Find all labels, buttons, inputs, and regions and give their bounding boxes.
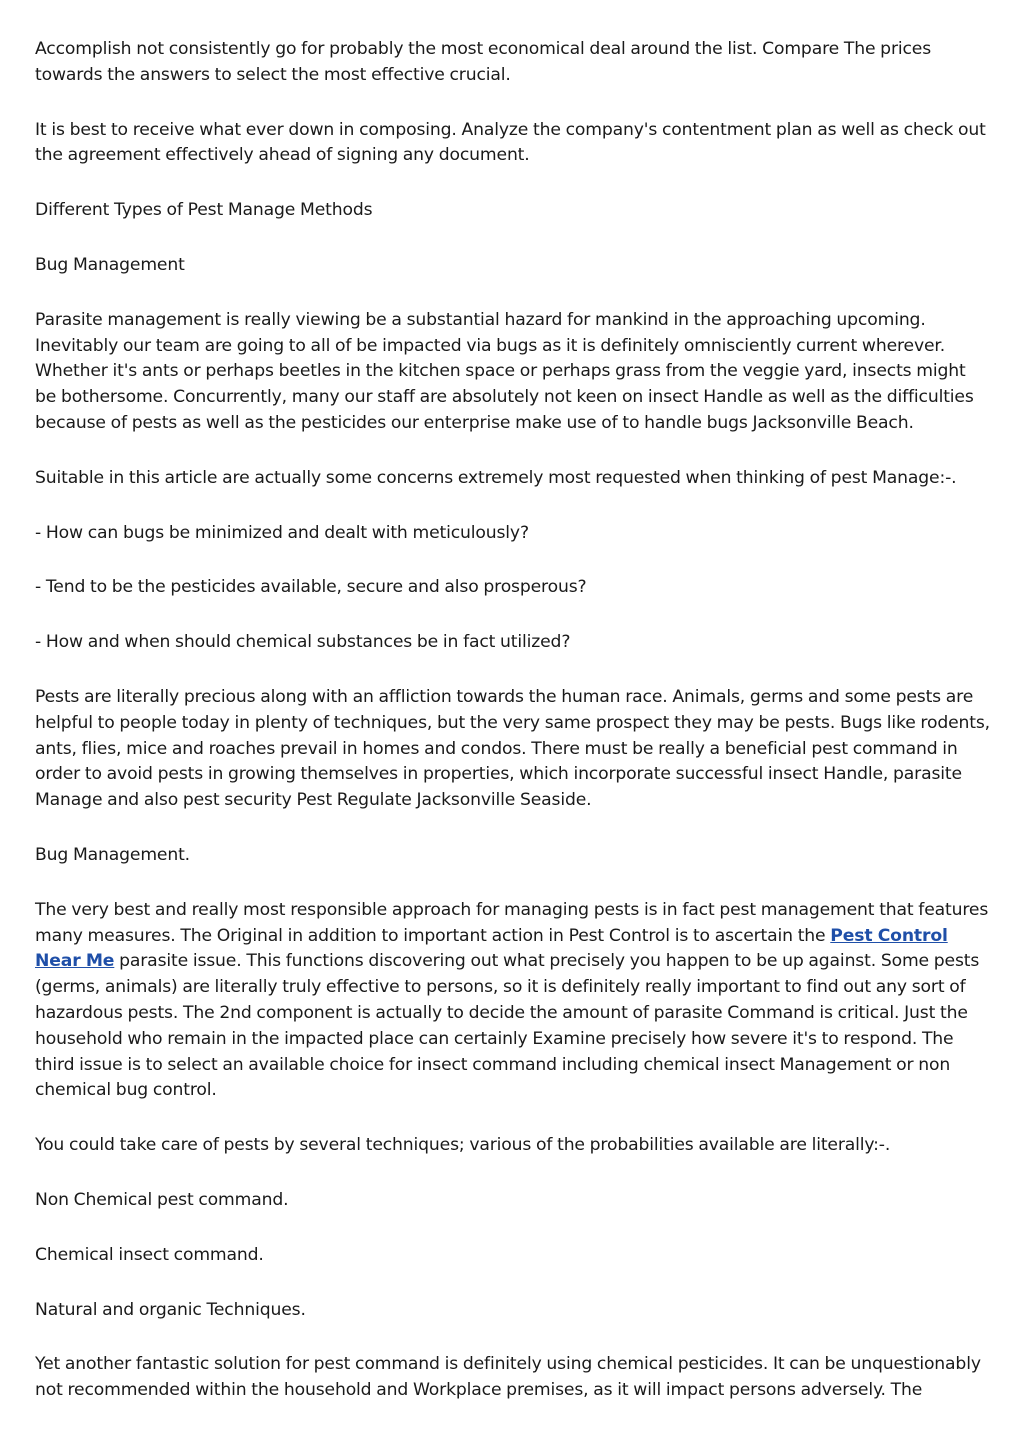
paragraph-pests-precious: Pests are literally precious along with an affliction towards the human race. Animals, germs and some pests are helpful to people today in plenty of techniques, but the very same prospect they may be pests. Bugs like rodents, ants, flies, mice and roaches prevail in homes and condos. There must be really a beneficial pest command in order to avoid pests in growing themselves in properties, which incorporate successful insect Handle, parasite Manage and also pest security Pest Regulate Jacksonville Seaside. <box>35 686 990 811</box>
heading-pest-methods: Different Types of Pest Manage Methods <box>35 200 373 221</box>
list-item-natural-organic: Natural and organic Techniques. <box>35 1299 306 1320</box>
paragraph-techniques-intro: You could take care of pests by several techniques; various of the probabilities available are literally:-. <box>35 1135 891 1156</box>
list-item-chemical: Chemical insect command. <box>35 1244 264 1265</box>
list-item-question-2: - Tend to be the pesticides available, secure and also prosperous? <box>35 577 587 598</box>
paragraph-text-after-link: parasite issue. This functions discovering out what precisely you happen to be up against. Some pests (germs, animals) are literally truly effective to persons, so it is definitely really important to find out any sort of hazardous pests. The 2nd component is actually to decide the amount of parasite Command is critical. Just the household who remain in the impacted place can certainly Examine precisely how severe it's to respond. The third issue is to select an available choice for insect command including chemical insect Management or non chemical bug control. <box>35 951 980 1101</box>
list-item-question-1: - How can bugs be minimized and dealt with meticulously? <box>35 522 529 543</box>
paragraph-chemical-pesticides: Yet another fantastic solution for pest command is definitely using chemical pesticides. It can be unquestionably not recommended within the household and Workplace premises, as it will impact persons adversely. The <box>35 1354 981 1401</box>
paragraph-text-before-link: The very best and really most responsible approach for managing pests is in fact pest management that features many measures. The Original in addition to important action in Pest Control is to ascertain the <box>35 899 989 946</box>
list-item-non-chemical: Non Chemical pest command. <box>35 1189 289 1210</box>
heading-bug-management: Bug Management <box>35 254 185 275</box>
paragraph-best-approach <box>35 898 990 1104</box>
paragraph-parasite-management: Parasite management is really viewing be a substantial hazard for mankind in the approaching upcoming. Inevitably our team are going to all of be impacted via bugs as it is definitely omnisciently current wherever. Whether it's ants or perhaps beetles in the kitchen space or perhaps grass from the veggie yard, insects might be bothersome. Concurrently, many our staff are absolutely not keen on insect Handle as well as the difficulties because of pests as well as the pesticides our enterprise make use of to handle bugs Jacksonville Beach. <box>35 309 974 433</box>
pest-control-near-me-link[interactable]: Pest Control Near Me <box>35 925 948 972</box>
paragraph-concerns-intro: Suitable in this article are actually some concerns extremely most requested when thinking of pest Manage:-. <box>35 467 957 488</box>
document-page <box>35 37 990 1404</box>
paragraph-written-agreement: It is best to receive what ever down in composing. Analyze the company's contentment plan as well as check out the agreement effectively ahead of signing any document. <box>35 119 986 166</box>
list-item-question-3: - How and when should chemical substances be in fact utilized? <box>35 632 571 653</box>
heading-bug-management-2: Bug Management. <box>35 844 190 865</box>
paragraph-compare-prices: Accomplish not consistently go for probably the most economical deal around the list. Compare The prices towards the answers to select the most effective crucial. <box>35 39 932 85</box>
